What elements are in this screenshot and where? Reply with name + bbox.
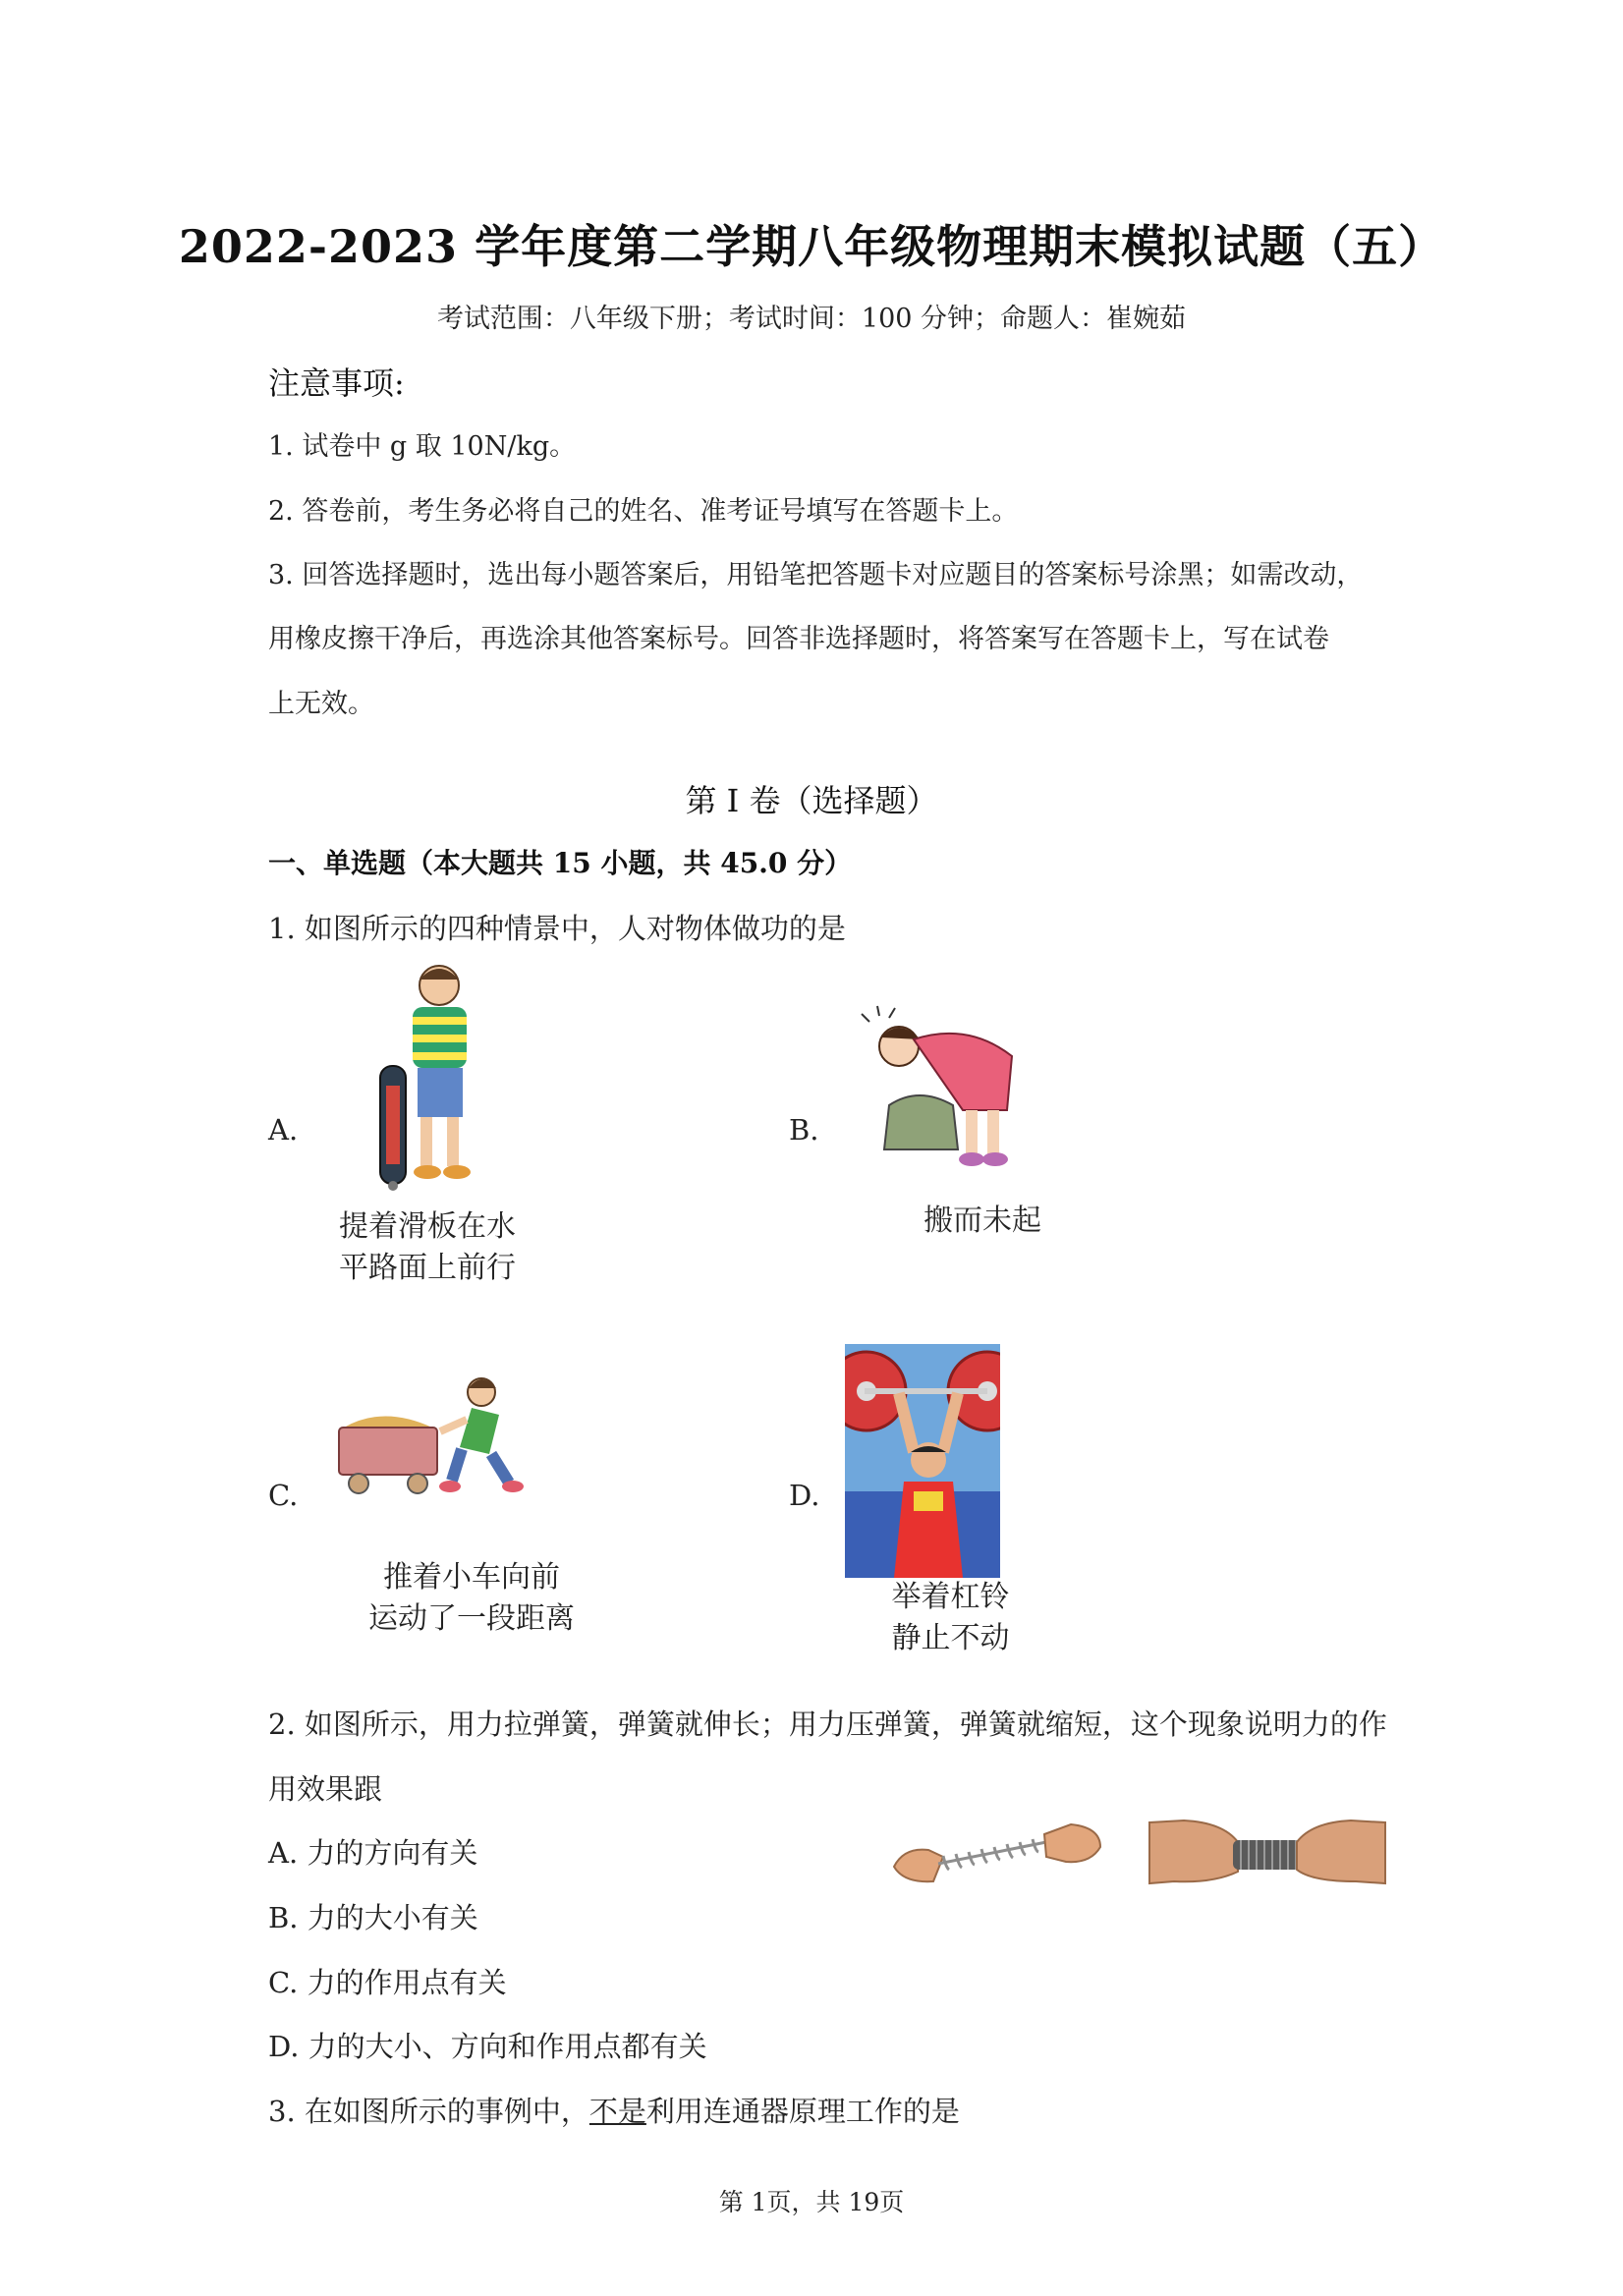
question-2-line: 2. 如图所示，用力拉弹簧，弹簧就伸长；用力压弹簧，弹簧就缩短，这个现象说明力的作: [268, 1708, 1387, 1741]
option-b-caption-line: 搬而未起: [923, 1204, 1041, 1238]
question-1: 1. 如图所示的四种情景中，人对物体做功的是: [268, 912, 846, 945]
option-d-letter: D.: [789, 1479, 820, 1512]
notice-item: 上无效。: [268, 689, 374, 719]
option-d-caption-line: 举着杠铃: [891, 1580, 1010, 1614]
notice-heading: 注意事项:: [268, 364, 405, 402]
option-b-caption: [865, 1201, 1100, 1242]
question-3-emphasis: 不是: [588, 2095, 646, 2128]
question-2-option-a: A. 力的方向有关: [268, 1836, 478, 1870]
girl-lifting-sack-image: [850, 1002, 1027, 1174]
notice-item: 1. 试卷中 g 取 10N/kg。: [268, 431, 577, 462]
question-2-option-c: C. 力的作用点有关: [268, 1966, 507, 1999]
question-3: [268, 2090, 960, 2130]
hands-stretching-spring-image: [889, 1813, 1105, 1891]
option-c-caption-line: 推着小车向前: [383, 1560, 560, 1595]
boy-pushing-cart-image: [334, 1371, 531, 1503]
exam-info: 考试范围：八年级下册；考试时间：100 分钟；命题人：崔婉茹: [436, 304, 1187, 334]
page-title: 2022-2023 学年度第二学期八年级物理期末模拟试题（五）: [178, 220, 1445, 273]
hands-compressing-spring-image: [1145, 1813, 1390, 1891]
question-2-option-d: D. 力的大小、方向和作用点都有关: [268, 2030, 707, 2063]
option-d-caption: [865, 1577, 1036, 1659]
boy-carrying-skateboard-image: [368, 958, 496, 1194]
question-3-prefix: 3. 在如图所示的事例中，: [268, 2095, 589, 2128]
notice-item: 2. 答卷前，考生务必将自己的姓名、准考证号填写在答题卡上。: [268, 496, 1019, 527]
notice-item: 用橡皮擦干净后，再选涂其他答案标号。回答非选择题时，将答案写在答题卡上，写在试卷: [268, 624, 1329, 654]
page-number: 第 1页，共 19页: [718, 2188, 905, 2216]
option-b-letter: B.: [789, 1113, 819, 1147]
option-c-letter: C.: [268, 1479, 299, 1512]
part-heading: 一、单选题（本大题共 15 小题，共 45.0 分）: [268, 847, 853, 879]
question-3-suffix: 利用连通器原理工作的是: [645, 2095, 960, 2128]
section-title: 第 I 卷（选择题）: [685, 782, 938, 819]
option-a-caption: [314, 1206, 540, 1289]
option-c-caption-line: 运动了一段距离: [368, 1601, 575, 1636]
option-a-caption-line: 提着滑板在水: [339, 1209, 516, 1244]
option-c-caption: [339, 1557, 604, 1640]
option-a-letter: A.: [268, 1113, 299, 1147]
question-2-option-b: B. 力的大小有关: [268, 1901, 478, 1934]
question-2-line: 用效果跟: [268, 1772, 383, 1806]
notice-item: 3. 回答选择题时，选出每小题答案后，用铅笔把答题卡对应题目的答案标号涂黑；如需改动，: [268, 560, 1364, 590]
weightlifter-holding-barbell-image: [845, 1344, 1000, 1578]
option-a-caption-line: 平路面上前行: [339, 1251, 516, 1285]
option-d-caption-line: 静止不动: [891, 1621, 1010, 1655]
